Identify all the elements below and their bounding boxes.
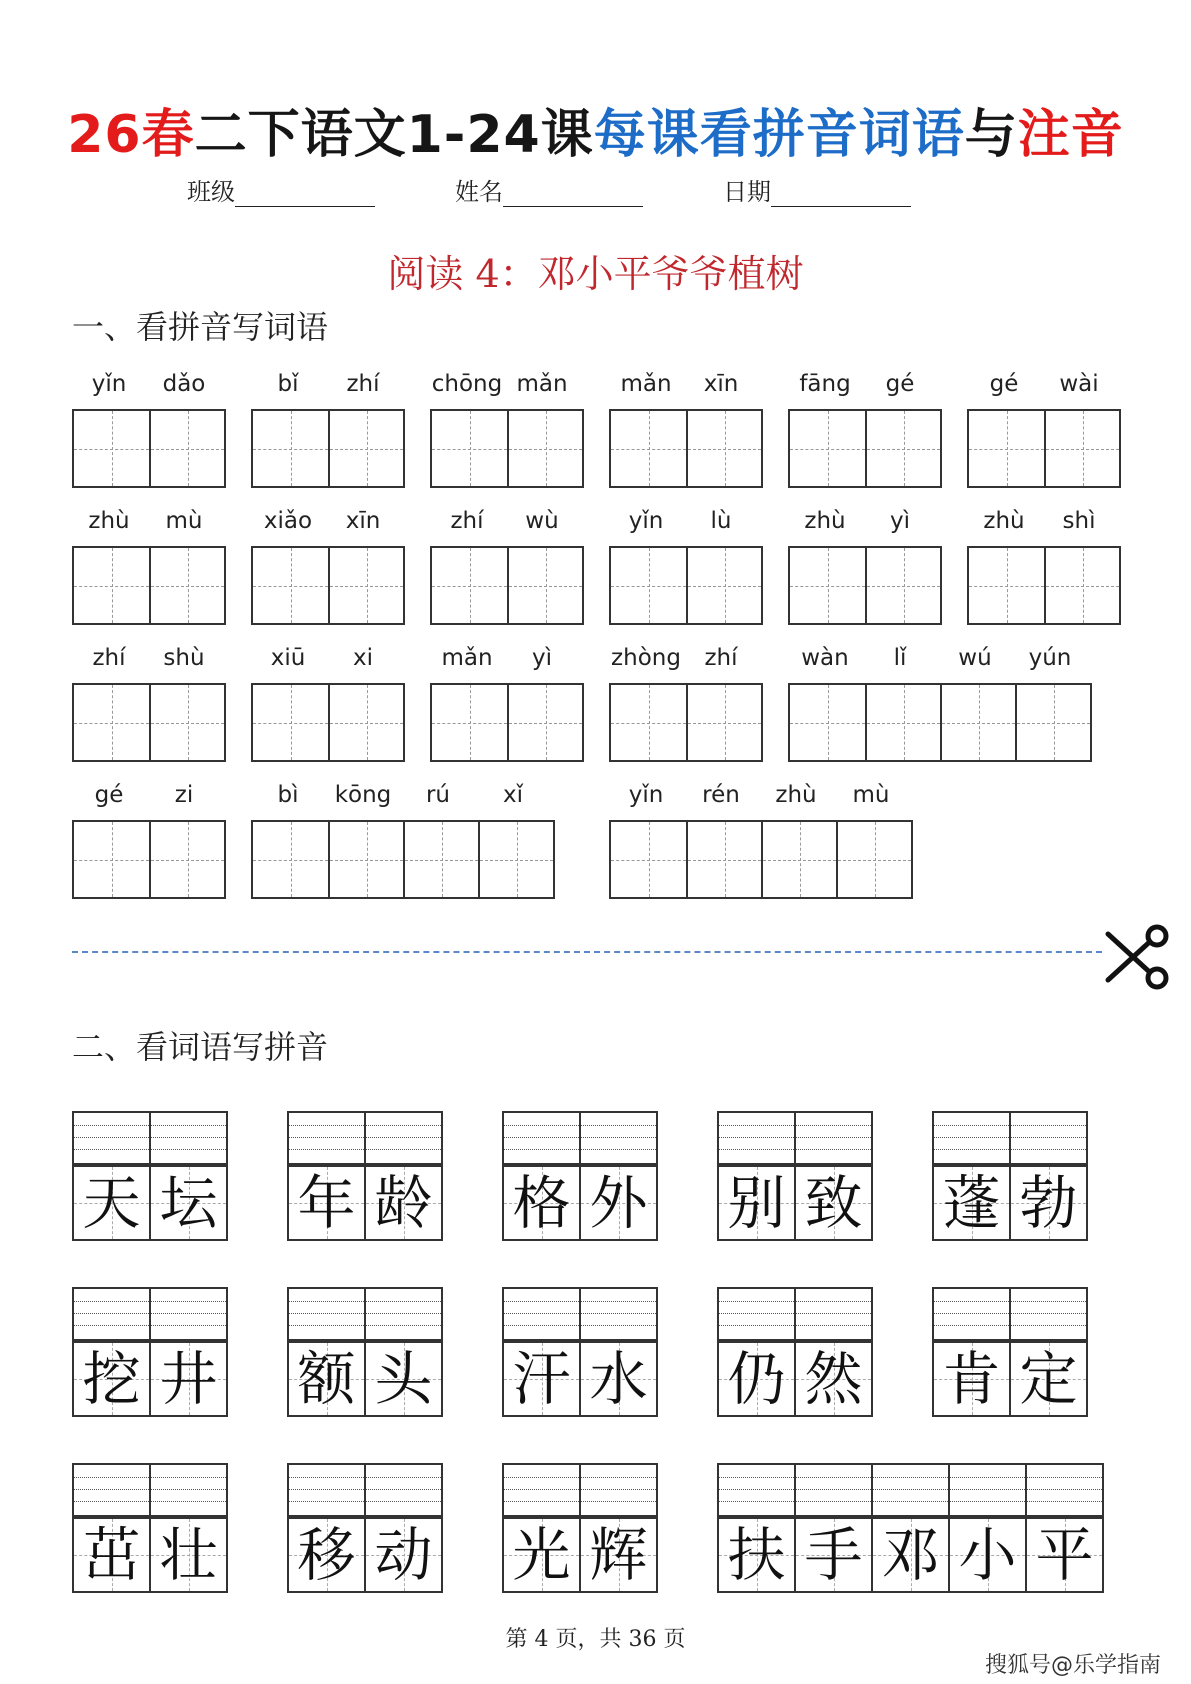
pinyin-answer-box[interactable] <box>502 1287 658 1341</box>
hanzi-character: 天 <box>82 1169 141 1237</box>
pinyin-syllable: gé <box>989 371 1019 397</box>
hanzi-character: 龄 <box>374 1169 433 1237</box>
pinyin-answer-cell[interactable] <box>1009 1289 1086 1339</box>
pinyin-answer-cell[interactable] <box>504 1289 579 1339</box>
pinyin-syllable: xīn <box>345 508 381 534</box>
hanzi-word-box <box>717 1165 873 1241</box>
pinyin-syllable: lǐ <box>893 645 907 671</box>
writing-cell[interactable] <box>432 685 507 760</box>
pinyin-syllable: mǎn <box>441 645 493 671</box>
hanzi-cell <box>149 1343 226 1415</box>
hanzi-cell <box>948 1519 1025 1591</box>
pinyin-syllable: yì <box>531 645 552 671</box>
pinyin-syllable: wàn <box>801 645 849 671</box>
writing-cell[interactable] <box>969 548 1044 623</box>
hanzi-cell <box>289 1167 364 1239</box>
hanzi-character: 光 <box>512 1521 571 1589</box>
writing-cell[interactable] <box>865 411 940 486</box>
writing-grid[interactable] <box>430 409 584 488</box>
writing-cell[interactable] <box>149 822 224 897</box>
pinyin-answer-cell[interactable] <box>74 1289 149 1339</box>
writing-cell[interactable] <box>432 411 507 486</box>
hanzi-character: 移 <box>297 1521 356 1589</box>
hanzi-cell <box>794 1343 871 1415</box>
writing-cell[interactable] <box>253 411 328 486</box>
hanzi-cell <box>719 1343 794 1415</box>
pinyin-syllable: zhí <box>92 645 126 671</box>
hanzi-character: 额 <box>297 1345 356 1413</box>
class-field[interactable] <box>187 172 375 207</box>
pinyin-answer-cell[interactable] <box>871 1465 948 1515</box>
writing-cell[interactable] <box>686 685 761 760</box>
writing-cell[interactable] <box>865 685 940 760</box>
hanzi-cell <box>579 1519 656 1591</box>
hanzi-word-box <box>502 1517 658 1593</box>
writing-cell[interactable] <box>1015 685 1090 760</box>
pinyin-answer-cell[interactable] <box>579 1289 656 1339</box>
pinyin-answer-cell[interactable] <box>579 1113 656 1163</box>
writing-cell[interactable] <box>790 548 865 623</box>
hanzi-character: 邓 <box>881 1521 940 1589</box>
hanzi-cell <box>934 1167 1009 1239</box>
writing-cell[interactable] <box>686 822 761 897</box>
lesson-title: 阅读 4：邓小平爷爷植树 <box>387 252 804 296</box>
hanzi-cell <box>289 1343 364 1415</box>
watermark: 搜狐号@乐学指南 <box>985 1653 1162 1678</box>
writing-cell[interactable] <box>507 411 582 486</box>
writing-cell[interactable] <box>74 685 149 760</box>
name-label: 姓名 <box>455 178 503 206</box>
pinyin-syllable: lù <box>710 508 732 534</box>
pinyin-answer-box[interactable] <box>717 1111 873 1165</box>
pinyin-answer-box[interactable] <box>287 1287 443 1341</box>
class-label: 班级 <box>187 178 235 206</box>
writing-cell[interactable] <box>74 411 149 486</box>
hanzi-cell <box>579 1167 656 1239</box>
writing-grid[interactable] <box>72 683 226 762</box>
pinyin-answer-box[interactable] <box>287 1463 443 1517</box>
date-field[interactable] <box>723 172 911 207</box>
writing-cell[interactable] <box>74 822 149 897</box>
pinyin-answer-cell[interactable] <box>934 1289 1009 1339</box>
pinyin-syllable: zhí <box>450 508 484 534</box>
hanzi-word-box <box>72 1165 228 1241</box>
pinyin-answer-box[interactable] <box>932 1287 1088 1341</box>
hanzi-character: 水 <box>589 1345 648 1413</box>
pinyin-syllable: yǐn <box>628 508 664 534</box>
writing-cell[interactable] <box>253 822 328 897</box>
hanzi-character: 坛 <box>159 1169 218 1237</box>
hanzi-character: 肯 <box>942 1345 1001 1413</box>
pinyin-syllable: wú <box>958 645 992 671</box>
hanzi-character: 致 <box>804 1169 863 1237</box>
title-part-topic: 每课看拼音词语 <box>593 105 965 165</box>
hanzi-cell <box>1009 1167 1086 1239</box>
hanzi-character: 壮 <box>159 1521 218 1589</box>
hanzi-word-box <box>287 1165 443 1241</box>
hanzi-cell <box>289 1519 364 1591</box>
pinyin-syllable: zhí <box>704 645 738 671</box>
hanzi-cell <box>364 1519 441 1591</box>
writing-grid[interactable] <box>967 409 1121 488</box>
writing-cell[interactable] <box>969 411 1044 486</box>
hanzi-cell <box>934 1343 1009 1415</box>
pinyin-answer-cell[interactable] <box>289 1289 364 1339</box>
pinyin-answer-box[interactable] <box>287 1111 443 1165</box>
pinyin-answer-cell[interactable] <box>794 1465 871 1515</box>
writing-grid[interactable] <box>609 820 913 899</box>
hanzi-character: 茁 <box>82 1521 141 1589</box>
writing-grid[interactable] <box>609 546 763 625</box>
hanzi-cell <box>149 1519 226 1591</box>
hanzi-cell <box>364 1167 441 1239</box>
pinyin-syllable: xiǎo <box>263 508 313 534</box>
pinyin-syllable: zi <box>174 782 194 808</box>
title-part-year: 26春 <box>67 105 195 165</box>
pinyin-answer-cell[interactable] <box>364 1465 441 1515</box>
hanzi-cell <box>1025 1519 1102 1591</box>
hanzi-cell <box>504 1519 579 1591</box>
hanzi-character: 手 <box>804 1521 863 1589</box>
pinyin-answer-cell[interactable] <box>149 1289 226 1339</box>
pinyin-syllable: zhù <box>804 508 846 534</box>
pinyin-syllable: zhòng <box>611 645 681 671</box>
pinyin-syllable: mù <box>165 508 203 534</box>
title-part-zhuyin: 注音 <box>1017 105 1124 165</box>
hanzi-character: 头 <box>374 1345 433 1413</box>
pinyin-answer-cell[interactable] <box>74 1113 149 1163</box>
cut-line <box>72 951 1102 953</box>
writing-cell[interactable] <box>328 411 403 486</box>
hanzi-cell <box>871 1519 948 1591</box>
section2-heading: 二、看词语写拼音 <box>72 1028 329 1066</box>
writing-cell[interactable] <box>611 548 686 623</box>
title-part-grade: 二下语文1-24课 <box>194 105 594 165</box>
writing-cell[interactable] <box>940 685 1015 760</box>
hanzi-character: 勃 <box>1019 1169 1078 1237</box>
hanzi-character: 仍 <box>727 1345 786 1413</box>
writing-grid[interactable] <box>609 409 763 488</box>
pinyin-answer-cell[interactable] <box>948 1465 1025 1515</box>
pinyin-syllable: mǎn <box>620 371 672 397</box>
writing-grid[interactable] <box>788 409 942 488</box>
writing-cell[interactable] <box>790 411 865 486</box>
writing-cell[interactable] <box>761 822 836 897</box>
class-blank[interactable] <box>235 184 375 207</box>
writing-cell[interactable] <box>403 822 478 897</box>
writing-cell[interactable] <box>149 685 224 760</box>
pinyin-syllable: xiū <box>270 645 306 671</box>
writing-cell[interactable] <box>686 548 761 623</box>
hanzi-word-box <box>502 1165 658 1241</box>
pinyin-syllable: gé <box>885 371 915 397</box>
hanzi-word-box <box>932 1165 1088 1241</box>
pinyin-syllable: zhù <box>775 782 817 808</box>
hanzi-character: 格 <box>512 1169 571 1237</box>
writing-cell[interactable] <box>865 548 940 623</box>
pinyin-answer-cell[interactable] <box>719 1465 794 1515</box>
writing-grid[interactable] <box>251 409 405 488</box>
pinyin-syllable: yǐn <box>628 782 664 808</box>
writing-grid[interactable] <box>72 546 226 625</box>
pinyin-syllable: yún <box>1028 645 1072 671</box>
writing-grid[interactable] <box>72 820 226 899</box>
writing-cell[interactable] <box>149 411 224 486</box>
pinyin-syllable: bì <box>277 782 299 808</box>
pinyin-answer-cell[interactable] <box>364 1113 441 1163</box>
scissors-icon <box>1100 922 1170 992</box>
date-label: 日期 <box>723 178 771 206</box>
writing-grid[interactable] <box>967 546 1121 625</box>
pinyin-answer-box[interactable] <box>932 1111 1088 1165</box>
hanzi-character: 然 <box>804 1345 863 1413</box>
page-title <box>0 92 1191 167</box>
writing-cell[interactable] <box>507 548 582 623</box>
date-blank[interactable] <box>771 184 911 207</box>
pinyin-answer-box[interactable] <box>72 1111 228 1165</box>
hanzi-cell <box>794 1519 871 1591</box>
hanzi-cell <box>74 1167 149 1239</box>
pinyin-syllable: yì <box>889 508 910 534</box>
section1-heading: 一、看拼音写词语 <box>72 308 329 346</box>
pinyin-syllable: dǎo <box>162 371 206 397</box>
pinyin-answer-cell[interactable] <box>149 1113 226 1163</box>
writing-cell[interactable] <box>478 822 553 897</box>
pinyin-answer-cell[interactable] <box>289 1113 364 1163</box>
hanzi-word-box <box>72 1517 228 1593</box>
writing-cell[interactable] <box>1044 548 1119 623</box>
pinyin-answer-cell[interactable] <box>74 1465 149 1515</box>
pinyin-answer-box[interactable] <box>502 1463 658 1517</box>
pinyin-syllable: wù <box>525 508 559 534</box>
hanzi-word-box <box>717 1341 873 1417</box>
pinyin-syllable: bǐ <box>277 371 299 397</box>
hanzi-character: 外 <box>589 1169 648 1237</box>
writing-cell[interactable] <box>507 685 582 760</box>
pinyin-answer-box[interactable] <box>72 1287 228 1341</box>
writing-cell[interactable] <box>1044 411 1119 486</box>
hanzi-cell <box>719 1519 794 1591</box>
pinyin-syllable: xīn <box>703 371 739 397</box>
pinyin-answer-cell[interactable] <box>289 1465 364 1515</box>
hanzi-character: 平 <box>1035 1521 1094 1589</box>
pinyin-syllable: gé <box>94 782 124 808</box>
writing-cell[interactable] <box>686 411 761 486</box>
hanzi-cell <box>149 1167 226 1239</box>
pinyin-syllable: rú <box>425 782 451 808</box>
hanzi-word-box <box>502 1341 658 1417</box>
hanzi-cell <box>1009 1343 1086 1415</box>
writing-cell[interactable] <box>328 685 403 760</box>
writing-cell[interactable] <box>611 822 686 897</box>
hanzi-cell <box>74 1343 149 1415</box>
pinyin-answer-cell[interactable] <box>504 1113 579 1163</box>
hanzi-character: 别 <box>727 1169 786 1237</box>
pinyin-answer-cell[interactable] <box>149 1465 226 1515</box>
hanzi-word-box <box>287 1517 443 1593</box>
writing-cell[interactable] <box>253 548 328 623</box>
hanzi-cell <box>579 1343 656 1415</box>
pinyin-syllable: shù <box>163 645 205 671</box>
hanzi-character: 汗 <box>512 1345 571 1413</box>
pinyin-answer-box[interactable] <box>72 1463 228 1517</box>
pinyin-syllable: kōng <box>334 782 392 808</box>
hanzi-character: 定 <box>1019 1345 1078 1413</box>
writing-grid[interactable] <box>788 683 1092 762</box>
writing-grid[interactable] <box>788 546 942 625</box>
writing-grid[interactable] <box>251 683 405 762</box>
hanzi-cell <box>719 1167 794 1239</box>
writing-grid[interactable] <box>251 546 405 625</box>
pinyin-syllable: mǎn <box>516 371 568 397</box>
writing-cell[interactable] <box>611 411 686 486</box>
pinyin-answer-cell[interactable] <box>1025 1465 1102 1515</box>
hanzi-cell <box>504 1343 579 1415</box>
hanzi-word-box <box>932 1341 1088 1417</box>
writing-grid[interactable] <box>609 683 763 762</box>
pinyin-syllable: mù <box>852 782 890 808</box>
writing-grid[interactable] <box>251 820 555 899</box>
writing-grid[interactable] <box>430 683 584 762</box>
hanzi-word-box <box>717 1517 1104 1593</box>
pinyin-answer-box[interactable] <box>717 1463 1104 1517</box>
writing-cell[interactable] <box>790 685 865 760</box>
writing-cell[interactable] <box>328 548 403 623</box>
pinyin-syllable: zhí <box>346 371 380 397</box>
hanzi-cell <box>504 1167 579 1239</box>
pinyin-answer-box[interactable] <box>717 1287 873 1341</box>
hanzi-character: 动 <box>374 1521 433 1589</box>
writing-cell[interactable] <box>836 822 911 897</box>
hanzi-character: 辉 <box>589 1521 648 1589</box>
pinyin-answer-cell[interactable] <box>579 1465 656 1515</box>
pinyin-syllable: wài <box>1059 371 1099 397</box>
writing-cell[interactable] <box>328 822 403 897</box>
pinyin-answer-cell[interactable] <box>1009 1113 1086 1163</box>
pinyin-answer-cell[interactable] <box>364 1289 441 1339</box>
pinyin-answer-cell[interactable] <box>719 1289 794 1339</box>
name-blank[interactable] <box>503 184 643 207</box>
writing-cell[interactable] <box>149 548 224 623</box>
writing-cell[interactable] <box>611 685 686 760</box>
pinyin-answer-cell[interactable] <box>794 1113 871 1163</box>
title-part-and: 与 <box>964 105 1018 165</box>
pinyin-syllable: xi <box>352 645 373 671</box>
hanzi-character: 井 <box>159 1345 218 1413</box>
pinyin-answer-cell[interactable] <box>719 1113 794 1163</box>
hanzi-cell <box>74 1519 149 1591</box>
pinyin-syllable: zhù <box>88 508 130 534</box>
writing-cell[interactable] <box>253 685 328 760</box>
writing-cell[interactable] <box>432 548 507 623</box>
page-footer: 第 4 页，共 36 页 <box>505 1627 686 1652</box>
hanzi-character: 挖 <box>82 1345 141 1413</box>
hanzi-word-box <box>287 1341 443 1417</box>
hanzi-word-box <box>72 1341 228 1417</box>
pinyin-syllable: xǐ <box>502 782 523 808</box>
hanzi-cell <box>364 1343 441 1415</box>
pinyin-syllable: chōng <box>431 371 503 397</box>
writing-grid[interactable] <box>430 546 584 625</box>
hanzi-character: 扶 <box>727 1521 786 1589</box>
pinyin-syllable: yǐn <box>91 371 127 397</box>
hanzi-cell <box>794 1167 871 1239</box>
hanzi-character: 小 <box>958 1521 1017 1589</box>
hanzi-character: 蓬 <box>942 1169 1001 1237</box>
writing-grid[interactable] <box>72 409 226 488</box>
hanzi-character: 年 <box>297 1169 356 1237</box>
pinyin-answer-cell[interactable] <box>934 1113 1009 1163</box>
pinyin-answer-box[interactable] <box>502 1111 658 1165</box>
pinyin-syllable: shì <box>1062 508 1096 534</box>
pinyin-syllable: fāng <box>799 371 851 397</box>
writing-cell[interactable] <box>74 548 149 623</box>
pinyin-syllable: zhù <box>983 508 1025 534</box>
name-field[interactable] <box>455 172 643 207</box>
pinyin-syllable: rén <box>702 782 740 808</box>
pinyin-answer-cell[interactable] <box>504 1465 579 1515</box>
pinyin-answer-cell[interactable] <box>794 1289 871 1339</box>
